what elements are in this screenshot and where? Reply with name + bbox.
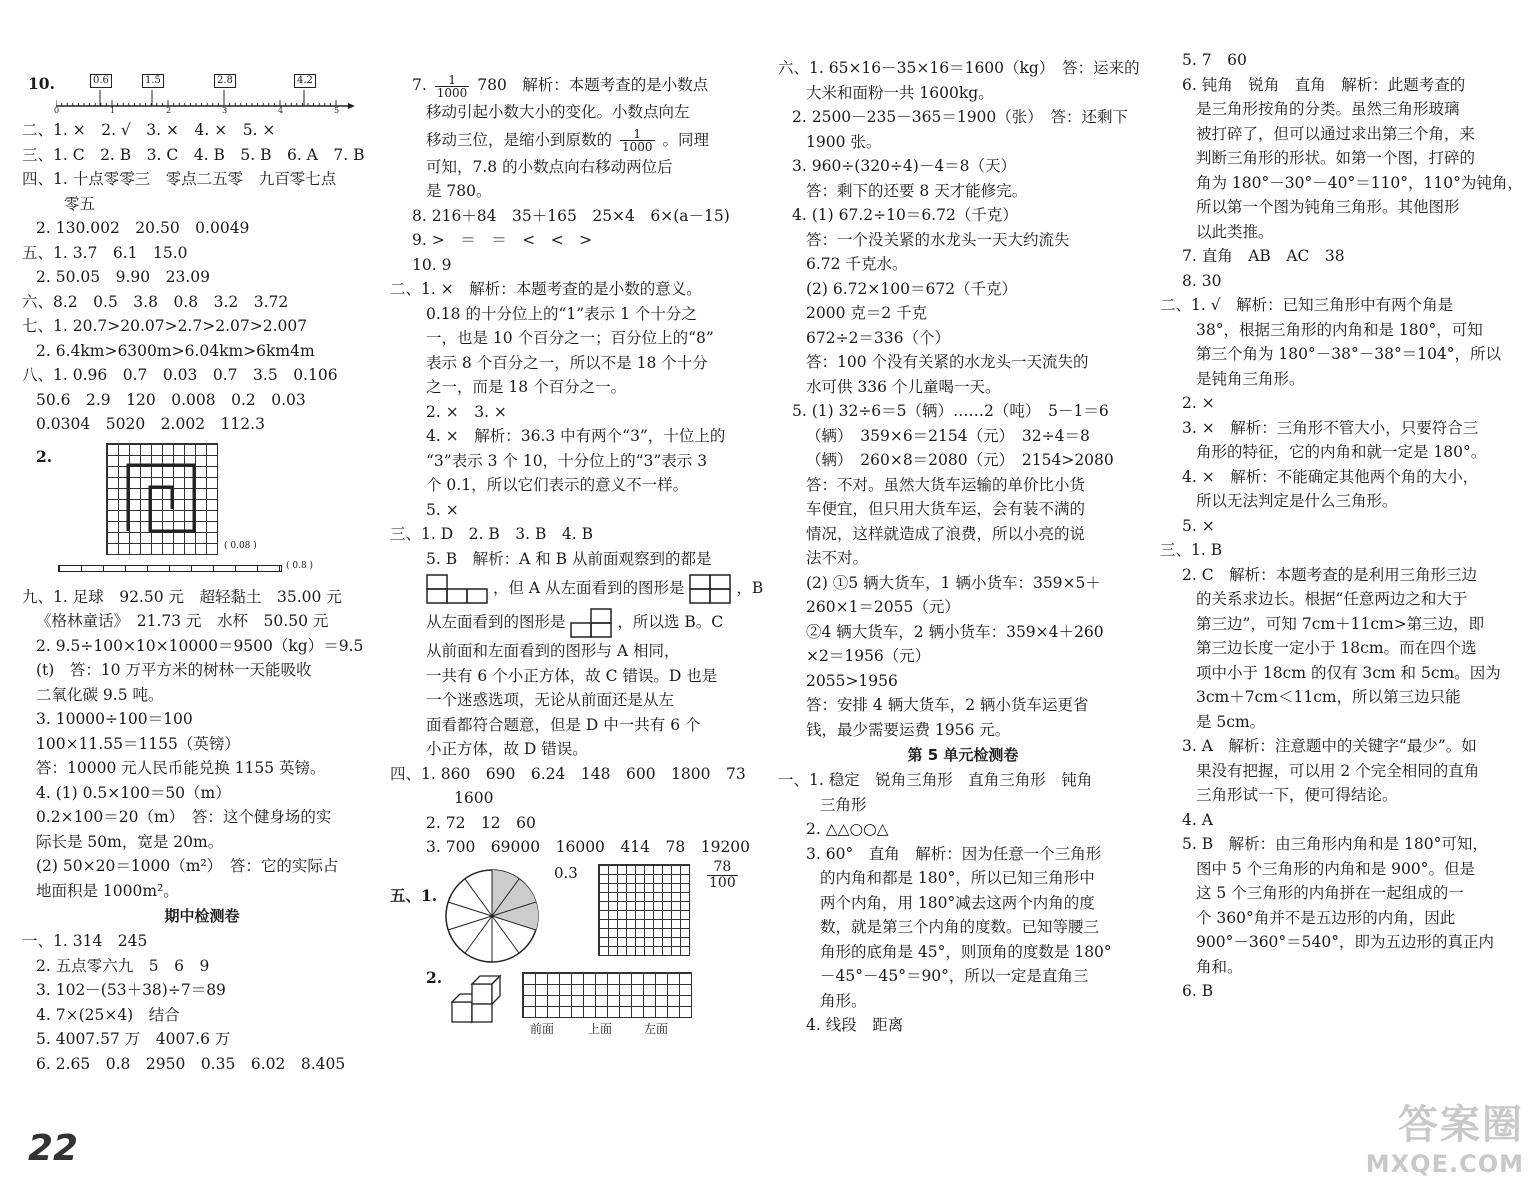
answer-line: 1600 [454,789,494,807]
answer-line: 答：10000 元人民币能兑换 1155 英镑。 [36,759,326,777]
answer-line-fraction [412,125,772,155]
answer-line: 4. A [1182,810,1213,829]
answer-line: 面看都符合题意，但是 D 中一共有 6 个 [426,715,701,734]
answer-line: （辆） 359×6＝2154（元） 32÷4＝8 [806,426,1090,445]
answer-line: 三、1. B [1160,541,1223,559]
answer-line: 3. A 解析：注意题中的关键字“最少”。如 [1182,737,1477,755]
answer-line: 38°，根据三角形的内角和是 180°，可知 [1196,320,1483,339]
answer-line: (2) ①5 辆大货车，1 辆小货车：359×5＋ [806,573,1101,592]
answer-line: 际长是 50m，宽是 20m。 [36,832,224,851]
front-view-shape [426,574,488,604]
q7-prefix: 7. [412,76,427,94]
answer-line: 个 360°角并不是五边形的内角，因此 [1196,908,1456,927]
answer-line: 法不对。 [806,549,869,567]
answer-line: 从前面和左面看到的图形与 A 相同， [426,642,680,660]
grid-value-label: ( 0.08 ) [224,540,257,551]
pie-circle [444,868,540,964]
answer-line: 是钝角三角形。 [1196,369,1305,388]
answer-line: 4. (1) 0.5×100＝50（m） [36,783,231,802]
answer-line: 4. × 解析：36.3 中有两个“3”，十位上的 [426,427,726,445]
answer-line: 三角形试一下，便可得结论。 [1196,786,1398,804]
answer-line: 2. 6.4km>6300m>6.04km>6km4m [36,341,315,360]
watermark-url: MXQE.COM [1365,1150,1524,1178]
answer-line: 5. B 解析：A 和 B 从前面观察到的都是 [426,549,712,568]
answer-line: 5. (1) 32÷6＝5（辆）……2（吨） 5－1＝6 [792,402,1109,420]
answer-line-shapes-2 [412,605,772,639]
answer-line: 3. × 解析：三角形不管大小，只要符合三 [1182,418,1479,437]
answer-line: 零五 [64,194,96,213]
fraction-denominator: 1000 [621,140,653,154]
answer-line: 1900 张。 [806,132,882,151]
answer-line: 情况，这样就造成了浪费，所以小亮的说 [806,524,1086,543]
answer-line: 2. △△○○△ [806,820,889,838]
answer-line: 100×11.55＝1155（英镑） [36,734,240,753]
answer-line: 2. 130.002 20.50 0.0049 [36,219,250,237]
answer-line: 三、1. C 2. B 3. C 4. B 5. B 6. A 7. B [22,145,365,164]
answer-line: 判断三角形的形状。如第一个图，打碎的 [1196,149,1476,167]
answer-line: 5. × [426,500,459,519]
answer-line: 5. × [1182,516,1215,535]
answer-line: 四、1. 十点零零三 零点二五零 九百零七点 [22,170,337,188]
answer-line: 第三个角为 180°－38°－38°＝104°，所以 [1196,345,1502,363]
answer-line: ②4 辆大货车，2 辆小货车：359×4＋260 [806,622,1104,641]
numline-value-3: 2.8 [214,74,236,88]
answer-line: 小正方体，故 D 错误。 [426,740,588,758]
answer-line: 的关系求边长。根据“任意两边之和大于 [1196,590,1468,608]
answer-line: ×2＝1956（元） [806,647,931,665]
q7-line3-text: 移动三位，是缩小到原数的 [426,130,613,149]
numline-tick-label: 3 [222,106,228,115]
answer-line: 6.72 千克水。 [806,255,908,273]
answer-line: 6. B [1182,982,1214,1000]
numline-tick-label: 4 [278,106,284,115]
shape-line-text: ，但 A 从左面看到的图形是 [492,579,685,597]
cube-stack [446,972,512,1028]
left-view-shape-b [570,608,612,638]
answer-line: 50.6 2.9 120 0.008 0.2 0.03 [36,390,306,409]
numline-value-1: 0.6 [90,74,112,88]
answer-line: (2) 50×20＝1000（m²） 答：它的实际占 [36,857,339,875]
answer-line: 二、1. × 解析：本题考查的是小数的意义。 [390,280,702,298]
answer-line: 2. 五点零六九 5 6 9 [36,956,210,975]
answer-line: (t) 答：10 万平方米的树林一天能吸收 [36,661,312,679]
answer-line: 角形的底角是 45°，则顶角的度数是 180° [820,942,1112,961]
numline-value-4: 4.2 [294,74,316,88]
grid-fraction [707,860,738,891]
answer-line: 四、1. 860 690 6.24 148 600 1800 73 [390,764,746,783]
answer-line: 钱，最少需要运费 1956 元。 [806,720,1011,739]
answer-line: 所以无法判定是什么三角形。 [1196,492,1398,510]
answer-line-shapes [412,571,772,605]
answer-line-q7 [412,70,772,100]
answer-line: 这 5 个三角形的内角拼在一起组成的一 [1196,884,1464,902]
answer-line: 4. 7×(25×4) 结合 [36,1005,180,1024]
answer-line: 二、1. × 2. √ 3. × 4. × 5. × [22,121,276,139]
answer-line: 第三边”，可知 7cm＋11cm>第三边，即 [1196,614,1485,633]
strip-value-label: ( 0.8 ) [286,560,314,571]
answer-line: 三、1. D 2. B 3. B 4. B [390,525,593,543]
answer-line: 3. 60° 直角 解析：因为任意一个三角形 [806,844,1102,863]
watermark-logo [1366,1093,1524,1178]
q7-line3-tail: 。同理 [662,130,709,149]
numline-tick-label: 0 [54,106,60,115]
answer-line: 《格林童话》 21.73 元 水杯 50.50 元 [36,612,329,630]
answer-line: 2. × 3. × [426,402,507,421]
answer-line: 移动引起小数大小的变化。小数点向左 [426,103,690,121]
answer-line: 大米和面粉一共 1600kg。 [806,83,994,102]
view-label-top: 上面 [588,1021,613,1036]
answer-line: 答：安排 4 辆大货车，2 辆小货车运更省 [806,696,1089,714]
answer-line: “3”表示 3 个 10，十分位上的“3”表示 3 [426,451,708,470]
answer-line: 0.0304 5020 2.002 112.3 [36,415,265,433]
fraction-figures [390,858,772,1040]
answer-line: 六、1. 65×16－35×16＝1600（kg） 答：运来的 [778,59,1140,77]
answer-line: 角形的特征，它的内角和就一定是 180°。 [1196,443,1487,461]
answer-line: 二、1. √ 解析：已知三角形中有两个角是 [1160,296,1454,314]
answer-line: 被打碎了，但可以通过求出第三个角，来 [1196,124,1476,143]
answer-line: 二氧化碳 9.5 吨。 [36,685,164,704]
fraction-numerator: 78 [707,860,738,876]
answer-line: 2055>1956 [806,671,898,690]
answer-line: 答：一个没关紧的水龙头一天大约流失 [806,230,1070,249]
answer-line: 三角形 [820,795,867,814]
answer-line: 答：100 个没有关紧的水龙头一天流失的 [806,353,1089,371]
figure-5-label: 五、1. [390,885,438,905]
answer-column-3 [778,56,1148,1038]
answer-line: 2. 9.5÷100×10×10000＝9500（kg）＝9.5 [36,636,364,655]
answer-column-2 [390,70,772,1040]
shape-line-tail: ，B [736,579,764,597]
answer-line: 九、1. 足球 92.50 元 超轻黏土 35.00 元 [22,587,342,606]
answer-line: 车便宜，但只用大货车运，会有装不满的 [806,500,1086,518]
answer-line: 一、1. 314 245 [22,932,148,950]
page-number: 22 [28,1128,79,1169]
answer-line: 果没有把握，可以用 2 个完全相同的直角 [1196,761,1480,780]
answer-line: 个 0.1，所以它们表示的意义不一样。 [426,476,689,494]
answer-line: 是 5cm。 [1196,712,1266,731]
answer-line: 的内角和都是 180°，所以已知三角形中 [820,869,1095,887]
answer-line: 答：不对。虽然大货车运输的单价比小货 [806,475,1086,494]
answer-line: 一，也是 10 个百分之一；百分位上的“8” [426,329,714,347]
answer-line: 图中 5 个三角形的内角和是 900°。但是 [1196,859,1475,878]
answer-line: 6. 2.65 0.8 2950 0.35 6.02 8.405 [36,1054,346,1073]
answer-line: 5. 7 60 [1182,51,1247,69]
fraction-numerator: 1 [435,74,470,87]
answer-line: －45°－45°＝90°，所以一定是直角三 [820,967,1089,985]
question-10-label: 10. [28,74,55,93]
answer-line: 3. 10000÷100＝100 [36,710,193,728]
answer-line: 672÷2＝336（个） [806,328,951,347]
fraction [620,128,655,153]
answer-line: 角形。 [820,991,867,1010]
grid-shading-path [106,443,216,553]
answer-line: 900°－360°＝540°，即为五边形的真正内 [1196,933,1495,951]
view-label-front: 前面 [530,1021,555,1036]
answer-line: 8. 30 [1182,271,1222,290]
views-grid [522,972,692,1018]
answer-line: 两个内角，用 180°减去这两个内角的度 [820,893,1095,912]
answer-line: 2000 克＝2 千克 [806,304,928,322]
answer-line: 五、1. 3.7 6.1 15.0 [22,243,188,262]
answer-line: 角和。 [1196,957,1243,976]
answer-line: 3cm＋7cm＜11cm，所以第三边只能 [1196,688,1461,706]
shaded-hundred-grid [598,864,690,956]
answer-line: 所以第一个图为钝角三角形。其他图形 [1196,198,1460,216]
answer-line: 六、8.2 0.5 3.8 0.8 3.2 3.72 [22,292,289,311]
answer-line: 8. 216＋84 35＋165 25×4 6×(a－15) [412,206,730,225]
answer-line: 地面积是 1000m²。 [36,881,179,900]
answer-line: 4. × 解析：不能确定其他两个角的大小， [1182,467,1479,486]
answer-line: 3. 700 69000 16000 414 78 19200 [426,838,751,856]
pie-value-label: 0.3 [554,863,578,882]
answer-line: 表示 8 个百分之一，所以不是 18 个十分 [426,353,708,372]
numline-tick-label: 2 [166,106,172,115]
watermark-text: 答案圈 [1398,1102,1524,1148]
answer-line: 是 780。 [426,182,492,200]
section-title-unit5: 第 5 单元检测卷 [907,746,1019,764]
answer-line: 一共有 6 个小正方体，故 C 错误。D 也是 [426,666,718,685]
answer-line: 数，就是第三个内角的度数。已知等腰三 [820,918,1100,936]
answer-line: 七、1. 20.7>20.07>2.7>2.07>2.007 [22,317,308,335]
answer-column-1 [22,50,382,1076]
section-title-midterm: 期中检测卷 [164,907,240,925]
answer-line: (2) 6.72×100＝672（千克） [806,279,1018,298]
left-view-text: 从左面看到的图形是 [426,613,566,631]
left-view-shape-a [689,574,731,604]
answer-line: 10. 9 [412,255,452,274]
answer-line: 之一，而是 18 个百分之一。 [426,378,627,396]
numline-value-2: 1.5 [142,74,164,88]
figure-2-label: 2. [36,446,53,466]
answer-line: 八、1. 0.96 0.7 0.03 0.7 3.5 0.106 [22,366,338,384]
left-view-tail: ，所以选 B。C [617,613,724,631]
answer-line: 项中小于 18cm 的仅有 3cm 和 5cm。因为 [1196,663,1501,682]
answer-line: （辆） 260×8＝2080（元） 2154>2080 [806,451,1114,469]
answer-line: 0.18 的十分位上的“1”表示 1 个十分之 [426,304,697,323]
answer-line: 2. 72 12 60 [426,813,536,832]
answer-line: 3. 102－(53＋38)÷7＝89 [36,981,226,999]
answer-line: 6. 钝角 锐角 直角 解析：此题考查的 [1182,75,1466,94]
answer-line: 2. C 解析：本题考查的是利用三角形三边 [1182,565,1478,584]
answer-line: 一、1. 稳定 锐角三角形 直角三角形 钝角 [778,771,1093,789]
view-label-left: 左面 [644,1021,669,1036]
answer-line: 是三角形按角的分类。虽然三角形玻璃 [1196,100,1460,118]
answer-line: 第三边长度一定小于 18cm。而在四个选 [1196,639,1477,657]
answer-line: 以此类推。 [1196,222,1274,241]
fraction [435,74,470,99]
answer-line: 一个迷惑选项，无论从前面还是从左 [426,691,675,709]
answer-line: 4. (1) 67.2÷10＝6.72（千克） [792,206,1018,224]
numline-tick-label: 5 [334,106,340,115]
fraction-denominator: 100 [709,874,736,891]
answer-line: 7. 直角 AB AC 38 [1182,247,1345,265]
strip-bar [58,565,282,572]
answer-line: 2. 50.05 9.90 23.09 [36,268,210,286]
answer-line: 3. 960÷(320÷4)－4＝8（天） [792,157,1017,175]
q7-text: 780 解析：本题考查的是小数点 [477,76,709,94]
answer-line: 角为 180°－30°－40°＝110°，110°为钝角， [1196,173,1523,192]
answer-line: 9. > ＝ ＝ < < > [412,231,593,249]
answer-line: 4. 线段 距离 [806,1016,904,1034]
answer-line: 5. 4007.57 万 4007.6 万 [36,1030,231,1048]
answer-column-4 [1160,48,1528,1004]
answer-line: 可知，7.8 的小数点向右移动两位后 [426,157,673,176]
fraction-numerator: 1 [620,128,655,141]
figure-views-label: 2. [426,967,443,987]
numline-tick-label: 1 [110,106,116,115]
number-line-figure [22,50,382,115]
answer-line: 2. 2500－235－365＝1900（张） 答：还剩下 [792,108,1129,126]
fraction-denominator: 1000 [436,85,468,100]
answer-line: 0.2×100＝20（m） 答：这个健身场的实 [36,808,332,826]
answer-line: 260×1＝2055（元） [806,598,960,616]
answer-line: 2. × [1182,394,1215,412]
answer-line: 答：剩下的还要 8 天才能修完。 [806,181,1028,200]
decimal-grid-figure [22,437,382,585]
answer-line: 水可供 336 个儿童喝一天。 [806,377,1001,396]
answer-line: 5. B 解析：由三角形内角和是 180°可知， [1182,835,1488,853]
